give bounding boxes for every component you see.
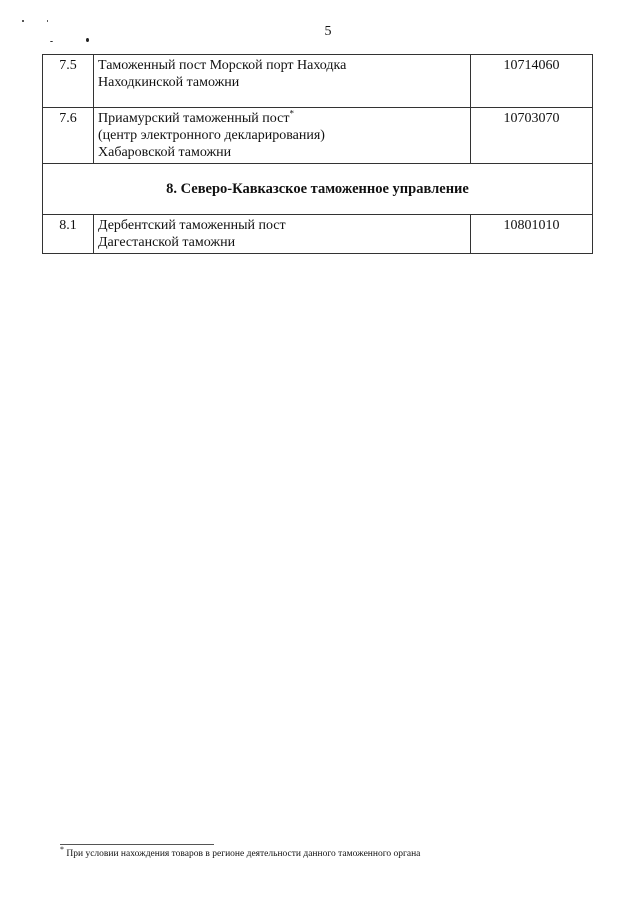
post-name [94, 215, 471, 254]
scan-speck [50, 41, 53, 42]
post-name-line [98, 110, 466, 127]
post-code: 10714060 [471, 55, 593, 108]
row-number: 7.6 [43, 108, 94, 164]
post-code: 10703070 [471, 108, 593, 164]
post-name-text: Приамурский таможенный пост [98, 111, 290, 126]
scan-speck [86, 38, 89, 42]
page-number: 5 [324, 24, 332, 39]
section-row [43, 164, 593, 215]
post-name [94, 108, 471, 164]
post-code: 10801010 [471, 215, 593, 254]
post-name-line: Таможенный пост Морской порт Находка [98, 58, 347, 73]
footnote-separator [60, 844, 214, 845]
footnote-marker: * [289, 108, 294, 119]
footnote [60, 844, 421, 860]
post-name-line: Хабаровской таможни [98, 145, 232, 160]
post-name-line: Находкинской таможни [98, 75, 240, 90]
footnote-marker: * [60, 844, 64, 854]
customs-posts-table [42, 54, 593, 254]
row-number: 7.5 [43, 55, 94, 108]
post-name-line: Дагестанской таможни [98, 235, 236, 250]
post-name-line: (центр электронного декларирования) [98, 128, 325, 143]
section-heading: 8. Северо-Кавказское таможенное управление [43, 164, 593, 215]
table-row [43, 108, 593, 164]
row-number: 8.1 [43, 215, 94, 254]
scan-speck [47, 20, 48, 22]
footnote-text: При условии нахождения товаров в регионе деятельности данного таможенного органа [66, 849, 421, 859]
table-row [43, 55, 593, 108]
post-name [94, 55, 471, 108]
table-row [43, 215, 593, 254]
post-name-line: Дербентский таможенный пост [98, 218, 286, 233]
scan-speck [22, 20, 24, 22]
